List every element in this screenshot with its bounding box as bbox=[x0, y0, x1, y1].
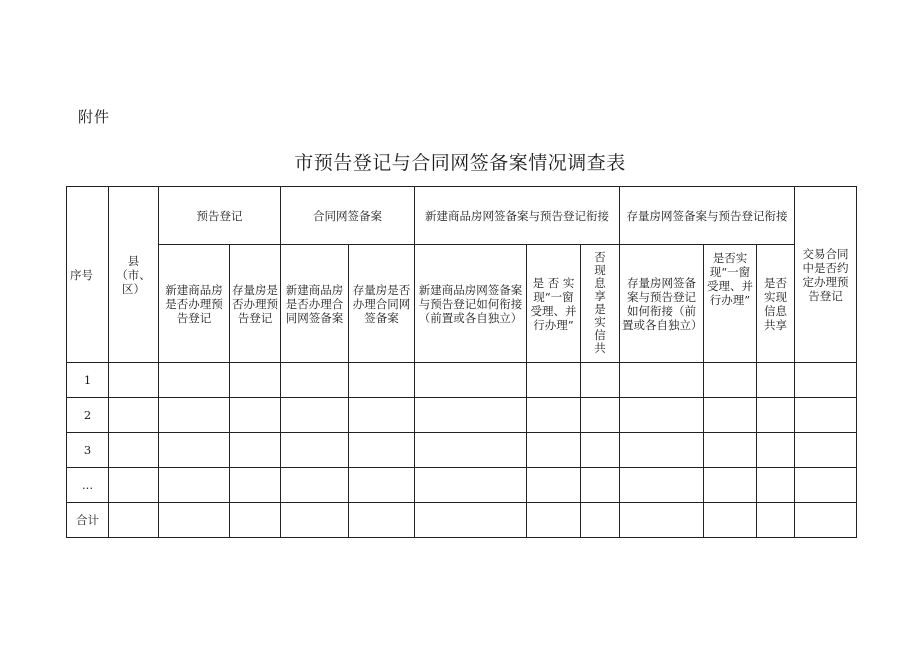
empty-cell bbox=[704, 363, 757, 398]
table-row bbox=[67, 363, 857, 398]
empty-cell bbox=[109, 468, 159, 503]
header-stock-contract: 存量房是否办理合同网签备案 bbox=[349, 245, 415, 363]
document-title: 市预告登记与合同网签备案情况调查表 bbox=[294, 152, 626, 174]
empty-cell bbox=[415, 468, 527, 503]
row-label: 合计 bbox=[67, 503, 109, 538]
empty-cell bbox=[795, 363, 857, 398]
empty-cell bbox=[349, 398, 415, 433]
empty-cell bbox=[757, 398, 795, 433]
empty-cell bbox=[704, 503, 757, 538]
table-row bbox=[67, 468, 857, 503]
empty-cell bbox=[230, 468, 281, 503]
empty-cell bbox=[527, 468, 581, 503]
empty-cell bbox=[415, 363, 527, 398]
empty-cell bbox=[349, 503, 415, 538]
header-new-share bbox=[581, 245, 620, 363]
empty-cell bbox=[230, 363, 281, 398]
empty-cell bbox=[527, 503, 581, 538]
empty-cell bbox=[230, 398, 281, 433]
header-group-contract: 合同网签备案 bbox=[281, 187, 415, 245]
empty-cell bbox=[159, 503, 230, 538]
empty-cell bbox=[109, 503, 159, 538]
empty-cell bbox=[581, 468, 620, 503]
empty-cell bbox=[757, 503, 795, 538]
empty-cell bbox=[159, 433, 230, 468]
empty-cell bbox=[704, 433, 757, 468]
empty-cell bbox=[230, 503, 281, 538]
survey-table bbox=[66, 186, 857, 538]
header-new-one-window: 是 否 实现“一窗受理、并行办理” bbox=[527, 245, 581, 363]
row-label: ... bbox=[67, 468, 109, 503]
attachment-label: 附件 bbox=[78, 108, 111, 126]
empty-cell bbox=[527, 363, 581, 398]
row-label: 2 bbox=[67, 398, 109, 433]
empty-cell bbox=[757, 468, 795, 503]
empty-cell bbox=[415, 503, 527, 538]
empty-cell bbox=[159, 363, 230, 398]
empty-cell bbox=[109, 363, 159, 398]
table-row bbox=[67, 503, 857, 538]
header-group-stock-link: 存量房网签备案与预告登记衔接 bbox=[620, 187, 795, 245]
empty-cell bbox=[620, 398, 704, 433]
empty-cell bbox=[620, 503, 704, 538]
empty-cell bbox=[795, 398, 857, 433]
row-label: 1 bbox=[67, 363, 109, 398]
empty-cell bbox=[281, 398, 349, 433]
empty-cell bbox=[581, 433, 620, 468]
empty-cell bbox=[581, 398, 620, 433]
header-new-share-text: 否现息享是实信共 bbox=[594, 250, 606, 355]
header-seq: 序号 bbox=[67, 187, 109, 363]
empty-cell bbox=[527, 433, 581, 468]
header-new-how: 新建商品房网签备案与预告登记如何衔接（前置或各自独立） bbox=[415, 245, 527, 363]
header-new-contract: 新建商品房是否办理合同网签备案 bbox=[281, 245, 349, 363]
empty-cell bbox=[620, 433, 704, 468]
empty-cell bbox=[704, 468, 757, 503]
header-stock-one-window: 是否实现“一窗受理、并行办理” bbox=[704, 245, 757, 363]
empty-cell bbox=[109, 398, 159, 433]
empty-cell bbox=[349, 363, 415, 398]
table-row bbox=[67, 433, 857, 468]
empty-cell bbox=[795, 433, 857, 468]
empty-cell bbox=[349, 433, 415, 468]
header-group-presale: 预告登记 bbox=[159, 187, 281, 245]
empty-cell bbox=[620, 363, 704, 398]
empty-cell bbox=[349, 468, 415, 503]
table-header-row-1 bbox=[67, 187, 857, 245]
empty-cell bbox=[281, 468, 349, 503]
empty-cell bbox=[415, 433, 527, 468]
table-body bbox=[67, 363, 857, 538]
empty-cell bbox=[281, 503, 349, 538]
empty-cell bbox=[757, 433, 795, 468]
empty-cell bbox=[795, 468, 857, 503]
header-stock-share: 是否实现信息共享 bbox=[757, 245, 795, 363]
header-stock-presale: 存量房是否办理预告登记 bbox=[230, 245, 281, 363]
header-agreement: 交易合同中是否约定办理预告登记 bbox=[795, 187, 857, 363]
header-county: 县（市、区） bbox=[109, 187, 159, 363]
empty-cell bbox=[230, 433, 281, 468]
header-group-new-link: 新建商品房网签备案与预告登记衔接 bbox=[415, 187, 620, 245]
table-header-row-2 bbox=[67, 245, 857, 363]
table-row bbox=[67, 398, 857, 433]
empty-cell bbox=[527, 398, 581, 433]
empty-cell bbox=[620, 468, 704, 503]
empty-cell bbox=[109, 433, 159, 468]
empty-cell bbox=[704, 398, 757, 433]
row-label: 3 bbox=[67, 433, 109, 468]
empty-cell bbox=[757, 363, 795, 398]
empty-cell bbox=[795, 503, 857, 538]
header-new-presale: 新建商品房是否办理预告登记 bbox=[159, 245, 230, 363]
empty-cell bbox=[415, 398, 527, 433]
empty-cell bbox=[581, 363, 620, 398]
header-stock-how: 存量房网签备案与预告登记如何衔接（前置或各自独立） bbox=[620, 245, 704, 363]
empty-cell bbox=[281, 433, 349, 468]
empty-cell bbox=[581, 503, 620, 538]
empty-cell bbox=[281, 363, 349, 398]
empty-cell bbox=[159, 468, 230, 503]
empty-cell bbox=[159, 398, 230, 433]
